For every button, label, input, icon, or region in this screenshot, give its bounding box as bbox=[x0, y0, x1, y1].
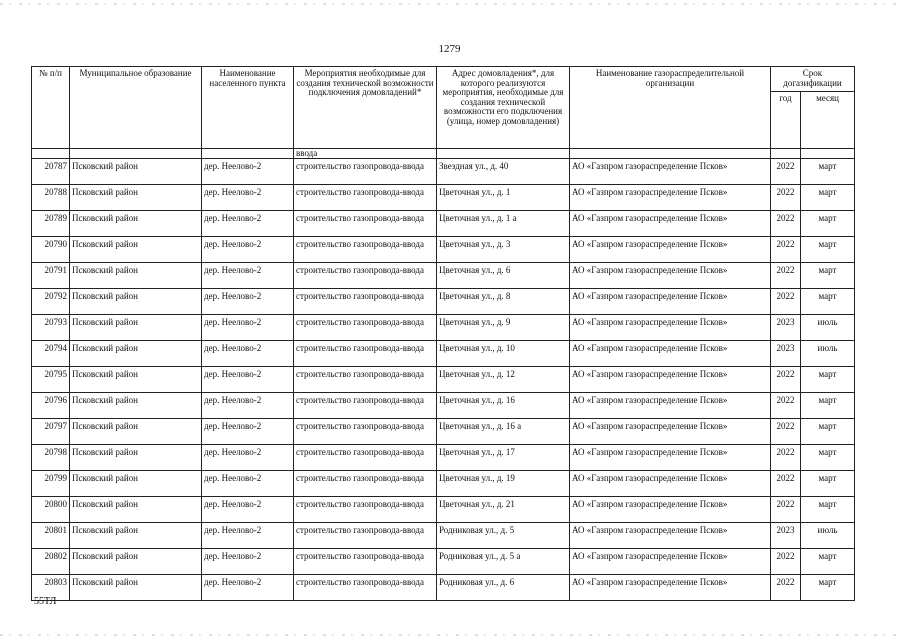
cell-month: март bbox=[801, 159, 855, 185]
cell-measure: строительство газопровода-ввода bbox=[294, 419, 437, 445]
cell-measure: строительство газопровода-ввода bbox=[294, 523, 437, 549]
continuation-cell bbox=[32, 149, 70, 159]
cell-address: Родниковая ул., д. 5 bbox=[437, 523, 570, 549]
table-row bbox=[32, 549, 855, 575]
table-row bbox=[32, 523, 855, 549]
cell-measure: строительство газопровода-ввода bbox=[294, 289, 437, 315]
cell-org: АО «Газпром газораспределение Псков» bbox=[570, 315, 771, 341]
cell-year: 2022 bbox=[771, 471, 801, 497]
cell-year: 2022 bbox=[771, 497, 801, 523]
header-year: год bbox=[771, 92, 801, 149]
cell-org: АО «Газпром газораспределение Псков» bbox=[570, 289, 771, 315]
cell-month: март bbox=[801, 575, 855, 601]
cell-num: 20800 bbox=[32, 497, 70, 523]
cell-org: АО «Газпром газораспределение Псков» bbox=[570, 263, 771, 289]
continuation-cell bbox=[202, 149, 294, 159]
cell-num: 20788 bbox=[32, 185, 70, 211]
cell-month: март bbox=[801, 211, 855, 237]
header-month: месяц bbox=[801, 92, 855, 149]
cell-address: Цветочная ул., д. 1 а bbox=[437, 211, 570, 237]
cell-month: март bbox=[801, 393, 855, 419]
cell-measure: строительство газопровода-ввода bbox=[294, 185, 437, 211]
cell-municipality: Псковский район bbox=[70, 549, 202, 575]
continuation-cell bbox=[570, 149, 771, 159]
cell-num: 20802 bbox=[32, 549, 70, 575]
table-row bbox=[32, 211, 855, 237]
table-row bbox=[32, 471, 855, 497]
cell-locality: дер. Неелово-2 bbox=[202, 367, 294, 393]
cell-measure: строительство газопровода-ввода bbox=[294, 497, 437, 523]
cell-num: 20799 bbox=[32, 471, 70, 497]
cell-address: Цветочная ул., д. 8 bbox=[437, 289, 570, 315]
continuation-cell bbox=[801, 149, 855, 159]
cell-municipality: Псковский район bbox=[70, 315, 202, 341]
cell-month: март bbox=[801, 237, 855, 263]
cell-num: 20792 bbox=[32, 289, 70, 315]
cell-locality: дер. Неелово-2 bbox=[202, 315, 294, 341]
cell-municipality: Псковский район bbox=[70, 445, 202, 471]
cell-locality: дер. Неелово-2 bbox=[202, 471, 294, 497]
scan-edge-top bbox=[0, 3, 899, 5]
cell-year: 2022 bbox=[771, 263, 801, 289]
cell-month: март bbox=[801, 471, 855, 497]
cell-num: 20801 bbox=[32, 523, 70, 549]
cell-municipality: Псковский район bbox=[70, 289, 202, 315]
cell-address: Цветочная ул., д. 1 bbox=[437, 185, 570, 211]
cell-municipality: Псковский район bbox=[70, 471, 202, 497]
cell-num: 20793 bbox=[32, 315, 70, 341]
cell-measure: строительство газопровода-ввода bbox=[294, 445, 437, 471]
cell-year: 2022 bbox=[771, 185, 801, 211]
cell-year: 2022 bbox=[771, 159, 801, 185]
cell-address: Цветочная ул., д. 3 bbox=[437, 237, 570, 263]
continuation-cell bbox=[437, 149, 570, 159]
cell-year: 2022 bbox=[771, 419, 801, 445]
cell-num: 20787 bbox=[32, 159, 70, 185]
table-row bbox=[32, 367, 855, 393]
header-term: Срок догазификации bbox=[771, 67, 855, 92]
table-row bbox=[32, 237, 855, 263]
cell-address: Цветочная ул., д. 9 bbox=[437, 315, 570, 341]
cell-org: АО «Газпром газораспределение Псков» bbox=[570, 237, 771, 263]
cell-locality: дер. Неелово-2 bbox=[202, 289, 294, 315]
cell-org: АО «Газпром газораспределение Псков» bbox=[570, 393, 771, 419]
cell-measure: строительство газопровода-ввода bbox=[294, 367, 437, 393]
cell-year: 2022 bbox=[771, 393, 801, 419]
table-row bbox=[32, 497, 855, 523]
cell-measure: строительство газопровода-ввода bbox=[294, 341, 437, 367]
cell-org: АО «Газпром газораспределение Псков» bbox=[570, 419, 771, 445]
table-row bbox=[32, 263, 855, 289]
cell-month: март bbox=[801, 549, 855, 575]
cell-measure: строительство газопровода-ввода bbox=[294, 263, 437, 289]
cell-municipality: Псковский район bbox=[70, 419, 202, 445]
cell-address: Цветочная ул., д. 19 bbox=[437, 471, 570, 497]
cell-address: Цветочная ул., д. 12 bbox=[437, 367, 570, 393]
cell-org: АО «Газпром газораспределение Псков» bbox=[570, 367, 771, 393]
cell-month: март bbox=[801, 419, 855, 445]
page-number: 1279 bbox=[438, 43, 461, 55]
footer-mark: 55ТЛ bbox=[34, 596, 57, 607]
cell-measure: строительство газопровода-ввода bbox=[294, 159, 437, 185]
cell-org: АО «Газпром газораспределение Псков» bbox=[570, 575, 771, 601]
cell-num: 20797 bbox=[32, 419, 70, 445]
cell-municipality: Псковский район bbox=[70, 263, 202, 289]
continuation-measure: ввода bbox=[294, 149, 437, 159]
cell-municipality: Псковский район bbox=[70, 211, 202, 237]
cell-month: март bbox=[801, 263, 855, 289]
cell-month: март bbox=[801, 445, 855, 471]
header-measures: Мероприятия необходимые для создания технической возможности подключения домовладений* bbox=[294, 67, 437, 149]
cell-org: АО «Газпром газораспределение Псков» bbox=[570, 497, 771, 523]
cell-month: март bbox=[801, 497, 855, 523]
cell-municipality: Псковский район bbox=[70, 367, 202, 393]
cell-locality: дер. Неелово-2 bbox=[202, 159, 294, 185]
cell-address: Родниковая ул., д. 6 bbox=[437, 575, 570, 601]
cell-locality: дер. Неелово-2 bbox=[202, 497, 294, 523]
table-row bbox=[32, 159, 855, 185]
cell-org: АО «Газпром газораспределение Псков» bbox=[570, 445, 771, 471]
cell-num: 20798 bbox=[32, 445, 70, 471]
cell-municipality: Псковский район bbox=[70, 393, 202, 419]
cell-org: АО «Газпром газораспределение Псков» bbox=[570, 211, 771, 237]
continuation-cell bbox=[771, 149, 801, 159]
cell-address: Цветочная ул., д. 16 а bbox=[437, 419, 570, 445]
cell-municipality: Псковский район bbox=[70, 185, 202, 211]
cell-municipality: Псковский район bbox=[70, 237, 202, 263]
cell-num: 20796 bbox=[32, 393, 70, 419]
cell-locality: дер. Неелово-2 bbox=[202, 419, 294, 445]
cell-municipality: Псковский район bbox=[70, 159, 202, 185]
cell-year: 2023 bbox=[771, 341, 801, 367]
header-address: Адрес домовладения*, для которого реализуются мероприятия, необходимые для создания технической возможности его подключения (улица, номер домовладения) bbox=[437, 67, 570, 149]
continuation-cell bbox=[70, 149, 202, 159]
cell-num: 20794 bbox=[32, 341, 70, 367]
table-row bbox=[32, 393, 855, 419]
cell-year: 2023 bbox=[771, 315, 801, 341]
cell-measure: строительство газопровода-ввода bbox=[294, 471, 437, 497]
cell-year: 2022 bbox=[771, 367, 801, 393]
cell-num: 20791 bbox=[32, 263, 70, 289]
cell-locality: дер. Неелово-2 bbox=[202, 523, 294, 549]
header-municipality: Муниципальное образование bbox=[70, 67, 202, 149]
cell-num: 20795 bbox=[32, 367, 70, 393]
cell-year: 2022 bbox=[771, 211, 801, 237]
table-row bbox=[32, 185, 855, 211]
cell-measure: строительство газопровода-ввода bbox=[294, 211, 437, 237]
cell-year: 2023 bbox=[771, 523, 801, 549]
cell-month: март bbox=[801, 367, 855, 393]
cell-year: 2022 bbox=[771, 445, 801, 471]
cell-address: Звездная ул., д. 40 bbox=[437, 159, 570, 185]
cell-locality: дер. Неелово-2 bbox=[202, 341, 294, 367]
cell-num: 20790 bbox=[32, 237, 70, 263]
cell-year: 2022 bbox=[771, 237, 801, 263]
header-locality: Наименование населенного пункта bbox=[202, 67, 294, 149]
cell-num: 20803 bbox=[32, 575, 70, 601]
cell-municipality: Псковский район bbox=[70, 523, 202, 549]
cell-measure: строительство газопровода-ввода bbox=[294, 393, 437, 419]
table-row bbox=[32, 315, 855, 341]
cell-address: Родниковая ул., д. 5 а bbox=[437, 549, 570, 575]
table-body bbox=[32, 149, 855, 601]
cell-address: Цветочная ул., д. 17 bbox=[437, 445, 570, 471]
cell-address: Цветочная ул., д. 21 bbox=[437, 497, 570, 523]
cell-num: 20789 bbox=[32, 211, 70, 237]
cell-year: 2022 bbox=[771, 549, 801, 575]
cell-address: Цветочная ул., д. 6 bbox=[437, 263, 570, 289]
cell-year: 2022 bbox=[771, 575, 801, 601]
table-row bbox=[32, 419, 855, 445]
cell-org: АО «Газпром газораспределение Псков» bbox=[570, 341, 771, 367]
table-row bbox=[32, 445, 855, 471]
cell-locality: дер. Неелово-2 bbox=[202, 211, 294, 237]
cell-month: июль bbox=[801, 523, 855, 549]
table-row bbox=[32, 341, 855, 367]
cell-locality: дер. Неелово-2 bbox=[202, 393, 294, 419]
header-num: № п/п bbox=[32, 67, 70, 149]
header-org: Наименование газораспределительной организации bbox=[570, 67, 771, 149]
gasification-table bbox=[31, 66, 855, 601]
table-header bbox=[32, 67, 855, 149]
cell-locality: дер. Неелово-2 bbox=[202, 549, 294, 575]
cell-measure: строительство газопровода-ввода bbox=[294, 315, 437, 341]
cell-municipality: Псковский район bbox=[70, 341, 202, 367]
cell-month: июль bbox=[801, 341, 855, 367]
cell-org: АО «Газпром газораспределение Псков» bbox=[570, 185, 771, 211]
cell-locality: дер. Неелово-2 bbox=[202, 575, 294, 601]
cell-locality: дер. Неелово-2 bbox=[202, 263, 294, 289]
cell-locality: дер. Неелово-2 bbox=[202, 445, 294, 471]
cell-org: АО «Газпром газораспределение Псков» bbox=[570, 159, 771, 185]
cell-address: Цветочная ул., д. 10 bbox=[437, 341, 570, 367]
cell-locality: дер. Неелово-2 bbox=[202, 185, 294, 211]
cell-locality: дер. Неелово-2 bbox=[202, 237, 294, 263]
cell-org: АО «Газпром газораспределение Псков» bbox=[570, 523, 771, 549]
cell-measure: строительство газопровода-ввода bbox=[294, 237, 437, 263]
cell-municipality: Псковский район bbox=[70, 497, 202, 523]
table-row bbox=[32, 289, 855, 315]
scan-edge-bottom bbox=[0, 634, 899, 636]
cell-month: июль bbox=[801, 315, 855, 341]
cell-measure: строительство газопровода-ввода bbox=[294, 575, 437, 601]
cell-address: Цветочная ул., д. 16 bbox=[437, 393, 570, 419]
cell-org: АО «Газпром газораспределение Псков» bbox=[570, 549, 771, 575]
cell-month: март bbox=[801, 289, 855, 315]
cell-year: 2022 bbox=[771, 289, 801, 315]
cell-org: АО «Газпром газораспределение Псков» bbox=[570, 471, 771, 497]
table-row bbox=[32, 575, 855, 601]
continuation-row bbox=[32, 149, 855, 159]
cell-measure: строительство газопровода-ввода bbox=[294, 549, 437, 575]
cell-month: март bbox=[801, 185, 855, 211]
cell-municipality: Псковский район bbox=[70, 575, 202, 601]
